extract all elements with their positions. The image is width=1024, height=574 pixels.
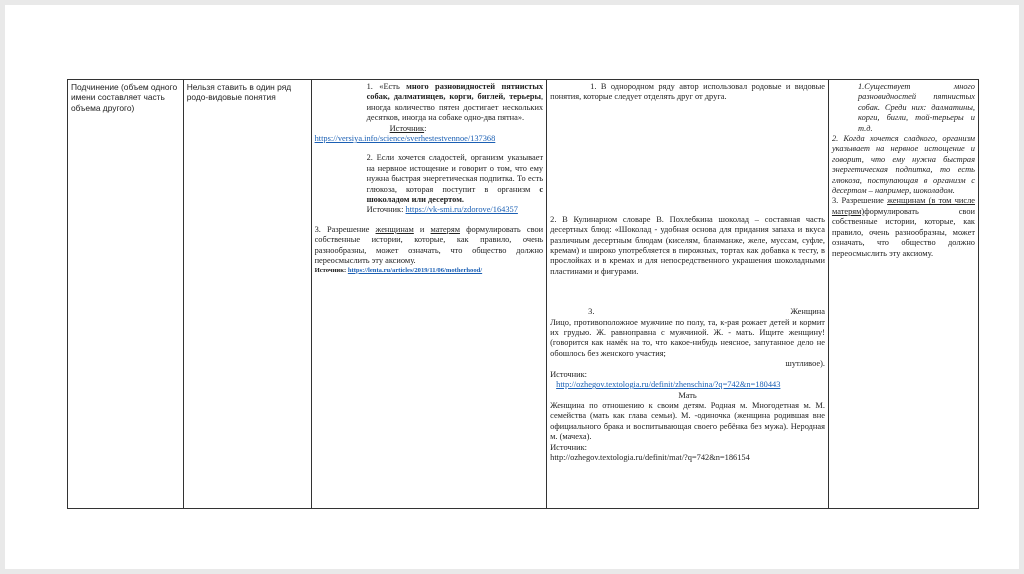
source-line-3: Источник: https://lenta.ru/articles/2019/11/06/motherhood/ bbox=[314, 266, 483, 274]
slide-page bbox=[5, 5, 1019, 569]
analysis-3-tail: шутливое). bbox=[785, 359, 825, 369]
analysis-1: 1. В однородном ряду автор использовал родовые и видовые понятия, которые следует отделять друг от друга. bbox=[550, 82, 825, 102]
source-url-b: http://ozhegov.textologia.ru/definit/mat/?q=742&n=186154 bbox=[550, 452, 750, 462]
example-3: 3. Разрешение женщинам и матерям формулировать свои собственные истории, которые, как правило, очень разнообразны, может означать, что общество должно переосмыслить эту аксиому. bbox=[314, 224, 544, 266]
cell-analysis bbox=[547, 80, 829, 509]
source-link-1[interactable]: https://versiya.info/science/sverhestestvennoe/137368 bbox=[314, 134, 496, 144]
comparison-table bbox=[67, 79, 979, 509]
error-type-text: Подчинение (объем одного имени составляет часть объема другого) bbox=[71, 82, 178, 113]
cell-error-type bbox=[68, 80, 184, 509]
cell-rule bbox=[183, 80, 311, 509]
cell-corrected bbox=[828, 80, 978, 509]
source-line-1: Источник: bbox=[389, 123, 427, 133]
cell-examples bbox=[311, 80, 547, 509]
source-link-2[interactable]: https://vk-smi.ru/zdorove/164357 bbox=[405, 205, 518, 215]
example-2: 2. Если хочется сладостей, организм указывает на нервное истощение и говорит о том, что ему нужна быстрая энергетическая подпитка. То есть глюкоза, которая поступит в организм с шоколадом или десертом. bbox=[366, 153, 544, 205]
corrected-3: 3. Разрешение женщинам (в том числе матерям)формулировать свои собственные истории, которые, как правило, очень разнообразны, может означать, что общество должно переосмыслить эту аксиому. bbox=[831, 196, 976, 258]
source-label-a: Источник: bbox=[550, 369, 587, 379]
source-link-a[interactable]: http://ozhegov.textologia.ru/definit/zhenschina/?q=742&n=180443 bbox=[556, 380, 781, 390]
mat-definition: Женщина по отношению к своим детям. Родная м. Многодетная м. М. семейства (мать как глава семьи). М. -одиночка (женщина родившая вне официального брака и воспитывающая своего ребёнка без мужа). Неродная м. (мачеха). bbox=[550, 400, 825, 442]
source-link-3[interactable]: https://lenta.ru/articles/2019/11/06/motherhood/ bbox=[347, 266, 483, 274]
mat-title: Мать bbox=[678, 390, 697, 400]
example-1: 1. «Есть много разновидностей пятнистых собак, далматинцев, корги, биглей, терьеры, иногда количество пятен достигает нескольких десятков, иногда на собаке одно-два пятна». bbox=[366, 82, 544, 123]
corrected-2: 2. Когда хочется сладкого, организм указывает на нервное истощение и говорит, что ему нужна быстрая энергетическая подпитка, то есть глюкоза, поступающая в организм с десертом – например, шоколадом. bbox=[831, 134, 975, 196]
analysis-3-heading: 3. Женщина bbox=[588, 307, 825, 317]
corrected-1: 1.Существует много разновидностей пятнистых собак. Среди них: далматины, корги, бигли, той-терьеры и т.д. bbox=[857, 82, 975, 133]
source-label-b: Источник: bbox=[550, 442, 587, 452]
analysis-2: 2. В Кулинарном словаре В. Похлебкина шоколад – составная часть десертных блюд: «Шоколад - удобная основа для придания запаха и вкуса различным десертным блюдам (киселям, бланманже, желе, муссам, суфле, кремам) и широко употребляется в пирожных, тортах как добавка к тесту, в прослойках и в кремах и для непосредственного украшения шоколадными пластинами и фигурами. bbox=[550, 214, 825, 276]
analysis-3-text: Лицо, противоположное мужчине по полу, та, к-рая рожает детей и кормит их грудью. Ж. равноправна с мужчиной. Ж. - мать. Ищите женщину! (говорится как намёк на то, что какое-нибудь неясное, запутанное дело не обошлось без женского участия; bbox=[550, 317, 825, 358]
rule-text: Нельзя ставить в один ряд родо-видовые понятия bbox=[186, 82, 292, 103]
source-line-2: Источник: https://vk-smi.ru/zdorove/164357 bbox=[366, 205, 518, 215]
table-row bbox=[68, 80, 979, 509]
